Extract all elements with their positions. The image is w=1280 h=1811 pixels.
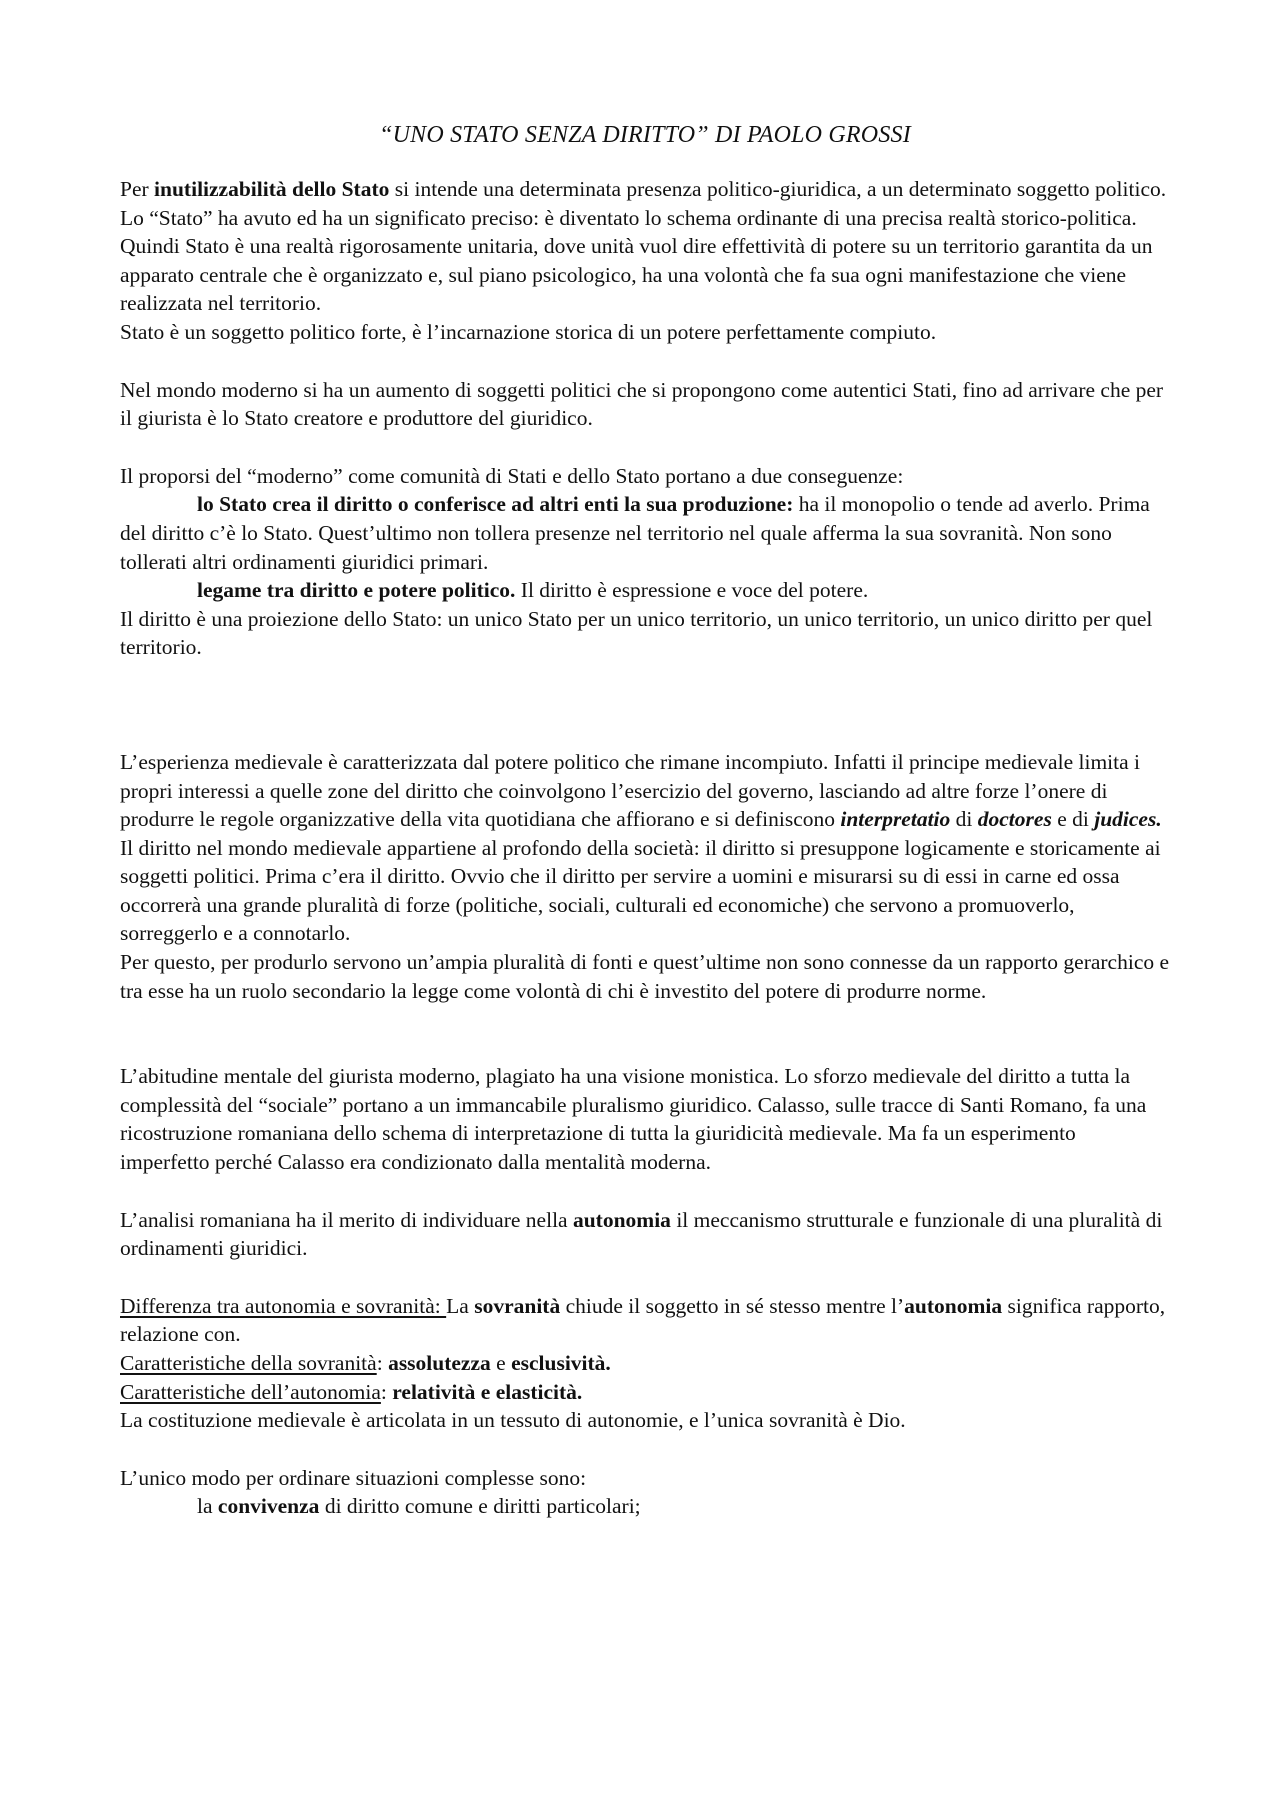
text: L’analisi romaniana ha il merito di individuare nella: [120, 1207, 573, 1232]
paragraph-3: Quindi Stato è una realtà rigorosamente unitaria, dove unità vuol dire effettività di potere su un territorio garantita da un apparato centrale che è organizzato e, sul piano psicologico, ha una volontà che fa sua ogni manifestazione che viene realizzata nel territorio.: [120, 234, 1153, 316]
text: :: [380, 1379, 393, 1404]
document-page: [120, 120, 1170, 1521]
bold-term: esclusività.: [511, 1351, 611, 1375]
text: di: [950, 807, 978, 832]
paragraph-6: Il proporsi del “moderno” come comunità di Stati e dello Stato portano a due conseguenze:: [120, 463, 904, 488]
indent: [120, 1494, 197, 1518]
text: La: [446, 1293, 475, 1318]
text: il meccanismo strutturale e funzionale di una pluralità di ordinamenti giuridici.: [120, 1207, 1163, 1261]
bold-italic-term: interpretatio: [840, 807, 951, 832]
bold-italic-term: judices.: [1094, 807, 1162, 832]
paragraph-8: [120, 576, 1170, 605]
bold-term: legame tra diritto e potere politico.: [197, 578, 516, 603]
paragraph-16: [120, 1349, 1170, 1378]
text: la: [197, 1494, 218, 1519]
text: significa rapporto, relazione con.: [120, 1293, 1166, 1347]
bold-italic-term: doctores: [977, 807, 1052, 832]
bold-term: autonomia: [904, 1293, 1003, 1318]
paragraph-19: L’unico modo per ordinare situazioni complesse sono:: [120, 1465, 587, 1490]
text: ha il monopolio o tende ad averlo. Prima del diritto c’è lo Stato. Quest’ultimo non tollera presenze nel territorio nel quale afferma la sua sovranità. Non sono tollerati altri ordinamenti giuridici primari.: [120, 492, 1150, 574]
bold-term: convivenza: [217, 1494, 320, 1519]
paragraph-18: La costituzione medievale è articolata in un tessuto di autonomie, e l’unica sovranità è Dio.: [120, 1408, 906, 1433]
paragraph-9: Il diritto è una proiezione dello Stato: un unico Stato per un unico territorio, un unico territorio, un unico diritto per quel territorio.: [120, 606, 1153, 660]
paragraph-5: Nel mondo moderno si ha un aumento di soggetti politici che si propongono come autentici Stati, fino ad arrivare che per il giurista è lo Stato creatore e produttore del giuridico.: [120, 377, 1164, 431]
document-title: “UNO STATO SENZA DIRITTO” DI PAOLO GROSSI: [379, 122, 911, 148]
text: :: [376, 1351, 389, 1375]
text: di diritto comune e diritti particolari;: [319, 1494, 641, 1519]
paragraph-17: [120, 1378, 1170, 1407]
paragraph-14: [120, 1206, 1170, 1263]
indent: [120, 578, 197, 602]
paragraph-11: Il diritto nel mondo medievale appartiene al profondo della società: il diritto si presuppone logicamente e storicamente ai soggetti politici. Prima c’era il diritto. Ovvio che il diritto per servire a uomini e misurarsi su di essi in carne ed ossa occorrerà una grande pluralità di forze (politiche, sociali, culturali ed economiche) che servono a promuoverlo, sorreggerlo e a connotarlo.: [120, 835, 1161, 946]
bold-term: inutilizzabilità dello Stato: [154, 177, 390, 201]
bold-term: relatività e elasticità.: [392, 1379, 583, 1404]
text: e: [490, 1351, 512, 1375]
paragraph-15: [120, 1292, 1170, 1349]
text: chiude il soggetto in sé stesso mentre l’: [560, 1293, 905, 1318]
indent: [120, 492, 197, 516]
bold-term: sovranità: [474, 1293, 561, 1318]
bold-term: lo Stato crea il diritto o conferisce ad altri enti la sua produzione:: [197, 492, 794, 517]
underlined-heading: Caratteristiche della sovranità: [120, 1351, 377, 1375]
text: Per: [120, 177, 155, 201]
text: si intende una determinata presenza politico-giuridica, a un determinato soggetto politico.: [389, 177, 1167, 201]
underlined-heading: Caratteristiche dell’autonomia: [120, 1379, 381, 1404]
text: Il diritto è espressione e voce del potere.: [515, 578, 869, 603]
paragraph-12: Per questo, per produrlo servono un’ampia pluralità di fonti e quest’ultime non sono connesse da un rapporto gerarchico e tra esse ha un ruolo secondario la legge come volontà di chi è investito del potere di produrre norme.: [120, 950, 1170, 1003]
blank-line: [120, 347, 1170, 376]
blank-lines: [120, 662, 1170, 748]
paragraph-2: Lo “Stato” ha avuto ed ha un significato preciso: è diventato lo schema ordinante di una precisa realtà storico-politica.: [120, 205, 1137, 230]
text: L’esperienza medievale è caratterizzata dal potere politico che rimane incompiuto. Infatti il principe medievale limita i propri interessi a quelle zone del diritto che coinvolgono l’esercizio del governo, lasciando ad altre forze l’onere di produrre le regole organizzative della vita quotidiana che affiorano e si definiscono: [120, 749, 1141, 832]
bold-term: assolutezza: [388, 1351, 491, 1375]
paragraph-7: [120, 490, 1170, 576]
blank-line: [120, 433, 1170, 462]
blank-lines: [120, 1005, 1170, 1062]
bold-term: autonomia: [572, 1207, 671, 1232]
text: e di: [1051, 807, 1095, 832]
blank-line: [120, 1177, 1170, 1206]
paragraph-1: [120, 175, 1170, 204]
blank-line: [120, 1263, 1170, 1292]
paragraph-4: Stato è un soggetto politico forte, è l’incarnazione storica di un potere perfettamente compiuto.: [120, 319, 937, 344]
paragraph-20: [120, 1492, 1170, 1521]
blank-line: [120, 1435, 1170, 1464]
underlined-heading: Differenza tra autonomia e sovranità:: [120, 1293, 447, 1318]
paragraph-13: L’abitudine mentale del giurista moderno, plagiato ha una visione monistica. Lo sforzo medievale del diritto a tutta la complessità del “sociale” portano a un immancabile pluralismo giuridico. Calasso, sulle tracce di Santi Romano, fa una ricostruzione romaniana dello schema di interpretazione di tutta la giuridicità medievale. Ma fa un esperimento imperfetto perché Calasso era condizionato dalla mentalità moderna.: [120, 1064, 1147, 1175]
paragraph-10: [120, 748, 1170, 834]
